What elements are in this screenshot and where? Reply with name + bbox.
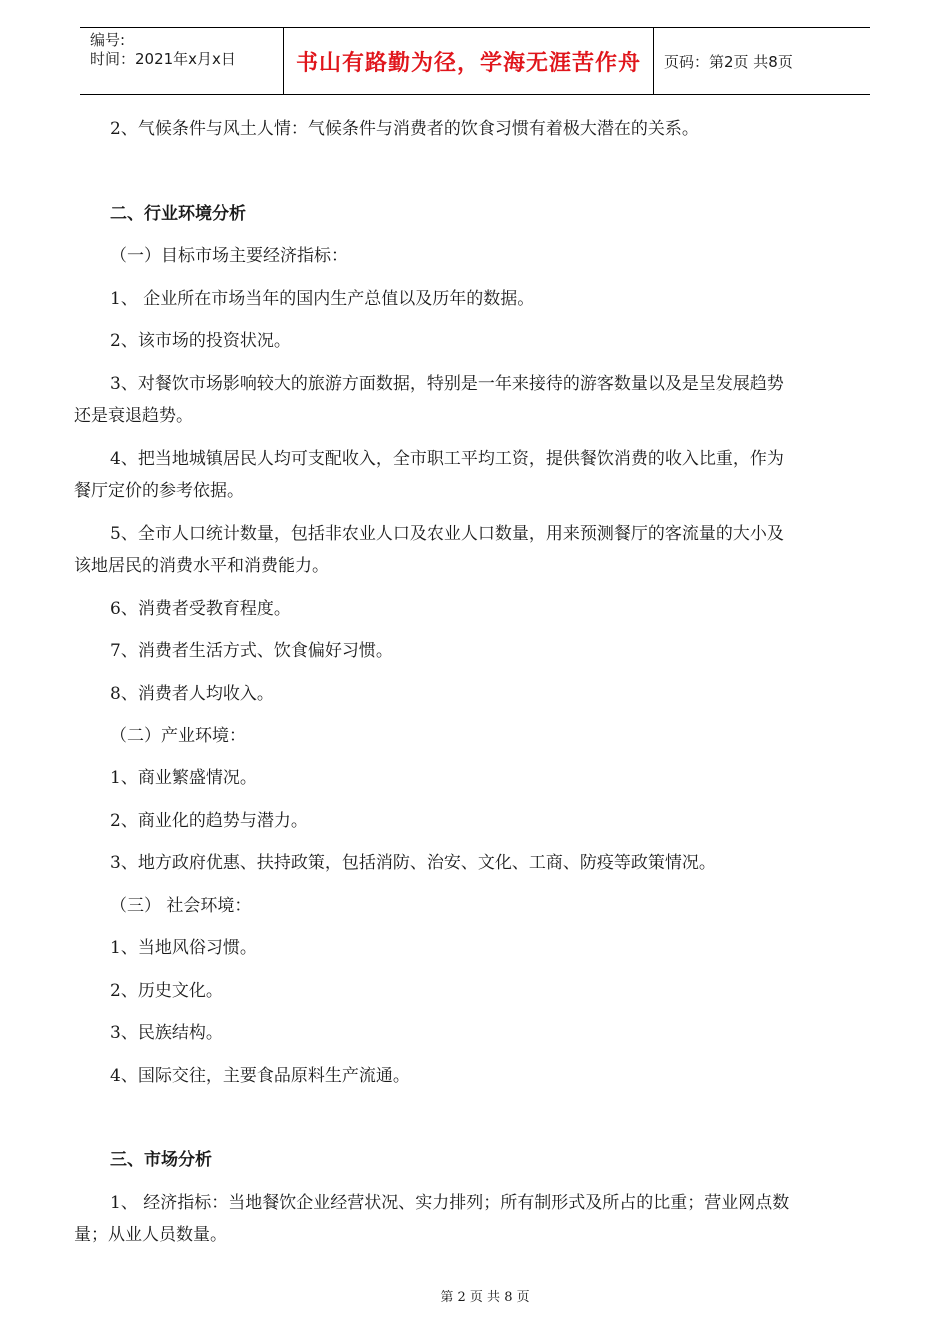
paragraph-per-capita-income: 8、消费者人均收入。 xyxy=(110,684,274,704)
document-time-label: 时间：2021年x月x日 xyxy=(90,50,236,68)
page-header xyxy=(80,27,870,95)
page-footer: 第 2 页 共 8 页 xyxy=(440,1290,530,1305)
paragraph-gdp: 1、 企业所在市场当年的国内生产总值以及历年的数据。 xyxy=(110,289,535,309)
paragraph-economic-line2: 量；从业人员数量。 xyxy=(74,1225,227,1245)
paragraph-income-line1: 4、把当地城镇居民人均可支配收入，全市职工平均工资，提供餐饮消费的收入比重，作为 xyxy=(110,449,784,469)
paragraph-tourism-line1: 3、对餐饮市场影响较大的旅游方面数据，特别是一年来接待的游客数量以及是呈发展趋势 xyxy=(110,374,784,394)
paragraph-customs: 1、当地风俗习惯。 xyxy=(110,938,257,958)
paragraph-climate: 2、气候条件与风土人情：气候条件与消费者的饮食习惯有着极大潜在的关系。 xyxy=(110,119,699,139)
paragraph-lifestyle: 7、消费者生活方式、饮食偏好习惯。 xyxy=(110,641,393,661)
paragraph-commercialization: 2、商业化的趋势与潜力。 xyxy=(110,811,308,831)
header-page-info: 页码：第2页 共8页 xyxy=(664,52,793,71)
paragraph-international: 4、国际交往，主要食品原料生产流通。 xyxy=(110,1066,410,1086)
paragraph-commerce: 1、商业繁盛情况。 xyxy=(110,768,257,788)
subsection-economic-indicators: （一）目标市场主要经济指标： xyxy=(110,246,348,266)
paragraph-population-line1: 5、全市人口统计数量，包括非农业人口及农业人口数量，用来预测餐厅的客流量的大小及 xyxy=(110,524,784,544)
paragraph-government-policy: 3、地方政府优惠、扶持政策，包括消防、治安、文化、工商、防疫等政策情况。 xyxy=(110,853,716,873)
paragraph-population-line2: 该地居民的消费水平和消费能力。 xyxy=(74,556,329,576)
paragraph-economic-line1: 1、 经济指标：当地餐饮企业经营状况、实力排列；所有制形式及所占的比重；营业网点数 xyxy=(110,1193,790,1213)
header-meta xyxy=(80,28,284,94)
header-motto: 书山有路勤为径，学海无涯苦作舟 xyxy=(284,28,654,94)
document-number-label: 编号: xyxy=(90,31,126,49)
paragraph-tourism-line2: 还是衰退趋势。 xyxy=(74,406,193,426)
paragraph-investment: 2、该市场的投资状况。 xyxy=(110,331,291,351)
paragraph-income-line2: 餐厅定价的参考依据。 xyxy=(74,481,244,501)
section-heading-industry: 二、行业环境分析 xyxy=(110,204,246,224)
paragraph-ethnic: 3、民族结构。 xyxy=(110,1023,223,1043)
subsection-social-environment: （三） 社会环境： xyxy=(110,896,252,916)
paragraph-education: 6、消费者受教育程度。 xyxy=(110,599,291,619)
subsection-industry-environment: （二）产业环境： xyxy=(110,726,246,746)
section-heading-market: 三、市场分析 xyxy=(110,1150,212,1170)
paragraph-history: 2、历史文化。 xyxy=(110,981,223,1001)
